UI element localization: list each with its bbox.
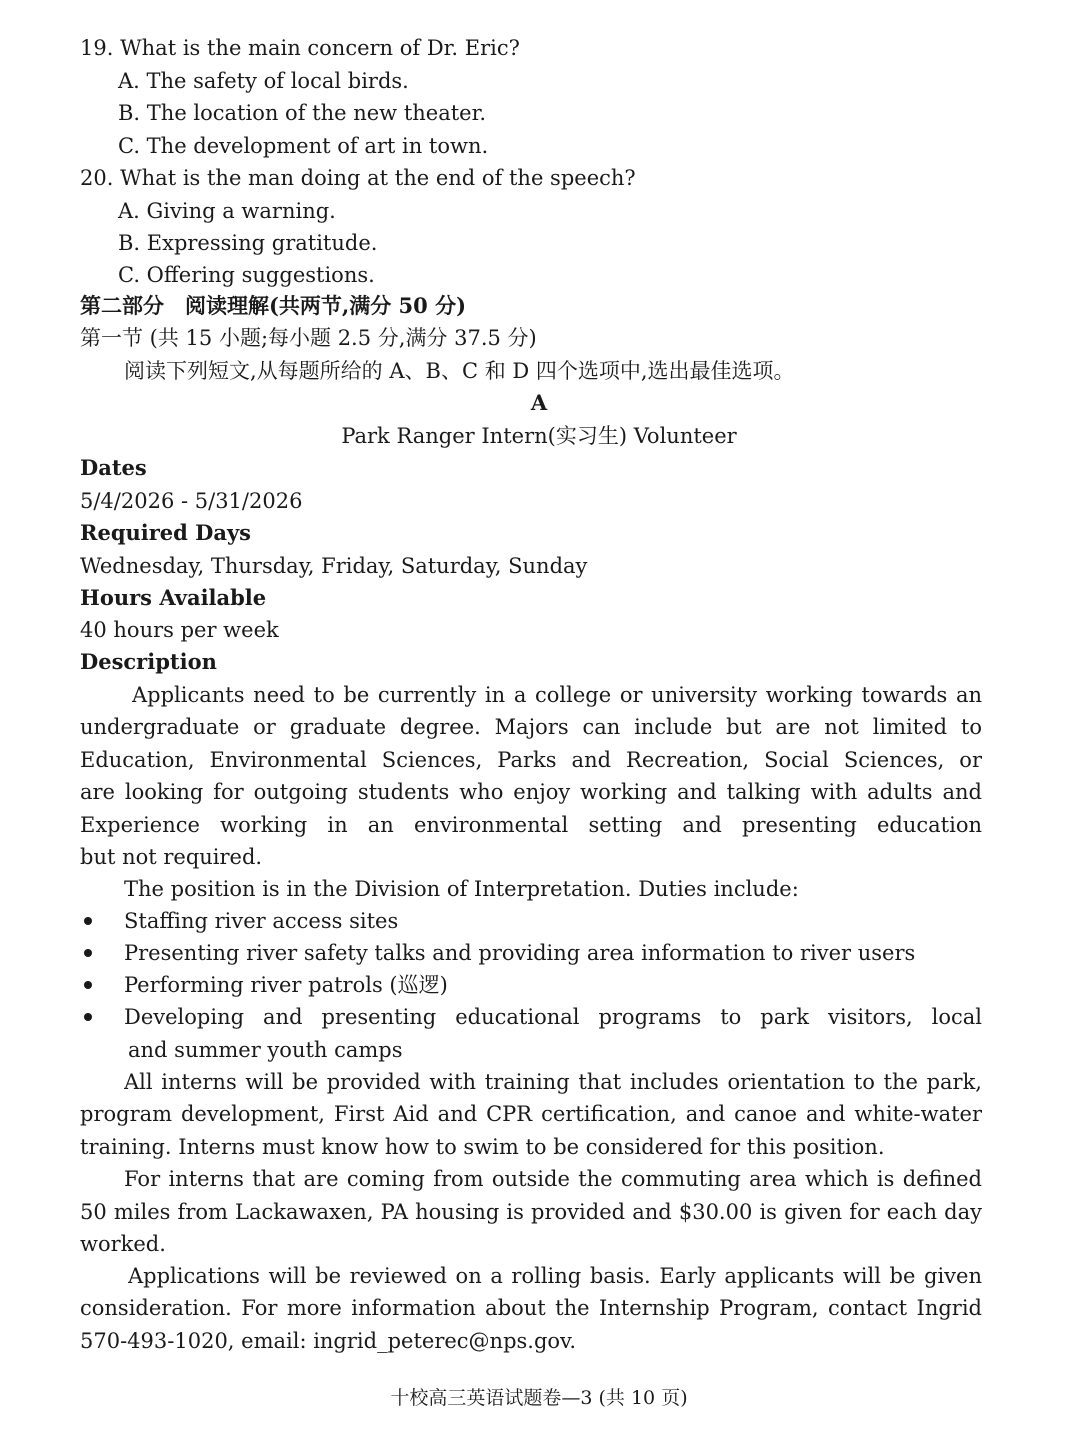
description-line: are looking for outgoing students who enjoy working and talking with adults and	[80, 780, 982, 804]
passage-title: Park Ranger Intern(实习生) Volunteer	[341, 424, 737, 448]
hours-value: 40 hours per week	[80, 618, 279, 642]
applications-line: 570-493-1020, email: ingrid_peterec@nps.gov.	[80, 1329, 577, 1353]
duties-intro: The position is in the Division of Interpretation. Duties include:	[124, 877, 799, 901]
question-19-option-c: C. The development of art in town.	[118, 134, 489, 158]
dates-label: Dates	[80, 455, 147, 480]
duty-item: Presenting river safety talks and providing area information to river users	[124, 941, 916, 965]
page-footer: 十校高三英语试题卷—3 (共 10 页)	[390, 1387, 688, 1409]
question-19-option-b: B. The location of the new theater.	[118, 101, 487, 125]
training-line: All interns will be provided with training that includes orientation to the park,	[124, 1070, 982, 1094]
section-instruction: 阅读下列短文,从每题所给的 A、B、C 和 D 四个选项中,选出最佳选项。	[124, 359, 795, 383]
question-19-stem: 19. What is the main concern of Dr. Eric?	[80, 36, 520, 60]
description-line: Applicants need to be currently in a college or university working towards an	[132, 683, 982, 707]
training-line: training. Interns must know how to swim to be considered for this position.	[80, 1135, 885, 1159]
section-part-title: 第二部分 阅读理解(共两节,满分 50 分)	[80, 293, 467, 318]
bullet-icon	[84, 917, 92, 925]
question-20-option-c: C. Offering suggestions.	[118, 263, 375, 287]
question-19-option-a: A. The safety of local birds.	[118, 69, 409, 93]
description-line: Experience working in an environmental setting and presenting education	[80, 813, 982, 837]
duty-item: Developing and presenting educational programs to park visitors, local	[124, 1005, 982, 1029]
training-line: program development, First Aid and CPR certification, and canoe and white-water	[80, 1102, 982, 1126]
duty-item: Staffing river access sites	[124, 909, 399, 933]
hours-label: Hours Available	[80, 585, 267, 610]
section-sub-title: 第一节 (共 15 小题;每小题 2.5 分,满分 37.5 分)	[80, 326, 537, 350]
description-line: undergraduate or graduate degree. Majors can include but are not limited to	[80, 715, 982, 739]
duty-item: Performing river patrols (巡逻)	[124, 973, 448, 997]
question-20-stem: 20. What is the man doing at the end of the speech?	[80, 166, 636, 190]
description-label: Description	[80, 649, 217, 674]
housing-line: For interns that are coming from outside the commuting area which is defined	[124, 1167, 982, 1191]
applications-line: Applications will be reviewed on a rolling basis. Early applicants will be given	[128, 1264, 982, 1288]
passage-letter: A	[530, 390, 548, 415]
dates-value: 5/4/2026 - 5/31/2026	[80, 489, 303, 513]
question-20-option-a: A. Giving a warning.	[118, 199, 336, 223]
bullet-icon	[84, 1013, 92, 1021]
housing-line: 50 miles from Lackawaxen, PA housing is provided and $30.00 is given for each day	[80, 1200, 982, 1224]
required-days-value: Wednesday, Thursday, Friday, Saturday, Sunday	[80, 554, 588, 578]
required-days-label: Required Days	[80, 520, 252, 545]
applications-line: consideration. For more information about the Internship Program, contact Ingrid	[80, 1296, 982, 1320]
bullet-icon	[84, 949, 92, 957]
description-line: Education, Environmental Sciences, Parks and Recreation, Social Sciences, or	[80, 748, 982, 772]
housing-line: worked.	[80, 1232, 166, 1256]
bullet-icon	[84, 981, 92, 989]
duty-item-continuation: and summer youth camps	[128, 1038, 403, 1062]
question-20-option-b: B. Expressing gratitude.	[118, 231, 378, 255]
description-line: but not required.	[80, 845, 263, 869]
